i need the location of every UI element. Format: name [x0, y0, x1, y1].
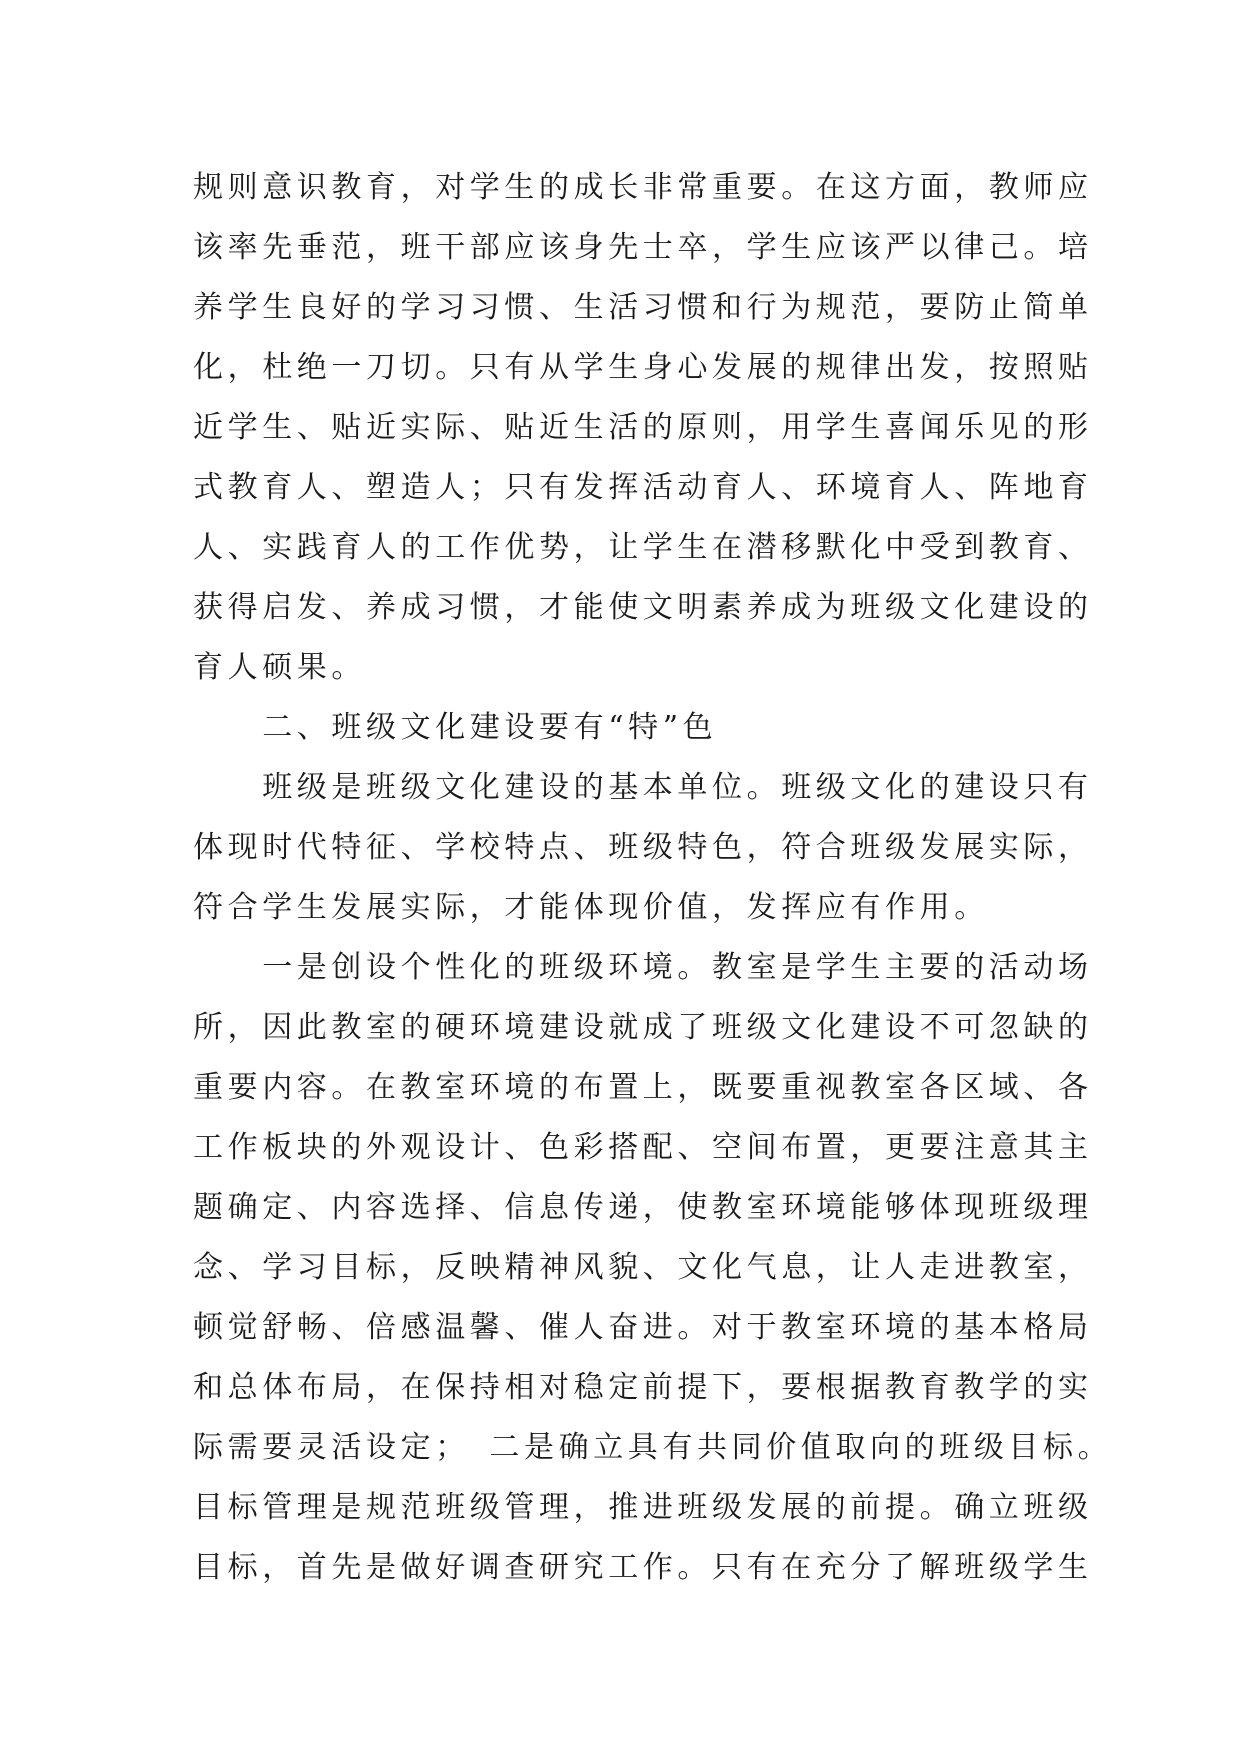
text-line: 班级是班级文化建设的基本单位。班级文化的建设只有 [193, 770, 1093, 805]
text-line: 育人硕果。 [193, 650, 366, 685]
text-line: 际需要灵活设定； 二是确立具有共同价值取向的班级目标。 [193, 1430, 1113, 1465]
text-line: 重要内容。在教室环境的布置上，既要重视教室各区域、各 [193, 1070, 1093, 1105]
text-line: 式教育人、塑造人；只有发挥活动育人、环境育人、阵地育 [193, 470, 1093, 505]
text-line: 近学生、贴近实际、贴近生活的原则，用学生喜闻乐见的形 [193, 410, 1093, 445]
text-line: 目标，首先是做好调查研究工作。只有在充分了解班级学生 [193, 1550, 1093, 1585]
text-line: 人、实践育人的工作优势，让学生在潜移默化中受到教育、 [193, 530, 1093, 565]
text-line: 获得启发、养成习惯，才能使文明素养成为班级文化建设的 [193, 590, 1093, 625]
text-line: 和总体布局，在保持相对稳定前提下，要根据教育教学的实 [193, 1370, 1093, 1405]
text-line: 化，杜绝一刀切。只有从学生身心发展的规律出发，按照贴 [193, 350, 1093, 385]
text-line: 养学生良好的学习习惯、生活习惯和行为规范，要防止简单 [193, 290, 1093, 325]
text-line: 念、学习目标，反映精神风貌、文化气息，让人走进教室， [193, 1250, 1093, 1285]
text-line: 符合学生发展实际，才能体现价值，发挥应有作用。 [193, 890, 989, 925]
text-line: 工作板块的外观设计、色彩搭配、空间布置，更要注意其主 [193, 1130, 1093, 1165]
text-line: 该率先垂范，班干部应该身先士卒，学生应该严以律己。培 [193, 230, 1093, 265]
text-line: 顿觉舒畅、倍感温馨、催人奋进。对于教室环境的基本格局 [193, 1310, 1093, 1345]
text-line: 一是创设个性化的班级环境。教室是学生主要的活动场 [193, 950, 1093, 985]
text-line: 所，因此教室的硬环境建设就成了班级文化建设不可忽缺的 [193, 1010, 1093, 1045]
text-line: 题确定、内容选择、信息传递，使教室环境能够体现班级理 [193, 1190, 1093, 1225]
text-line: 目标管理是规范班级管理，推进班级发展的前提。确立班级 [193, 1490, 1093, 1525]
text-line: 体现时代特征、学校特点、班级特色，符合班级发展实际， [193, 830, 1093, 865]
body-text [193, 158, 1113, 1598]
section-heading: 二、班级文化建设要有“特”色 [193, 710, 718, 745]
text-line: 规则意识教育，对学生的成长非常重要。在这方面，教师应 [193, 170, 1093, 205]
